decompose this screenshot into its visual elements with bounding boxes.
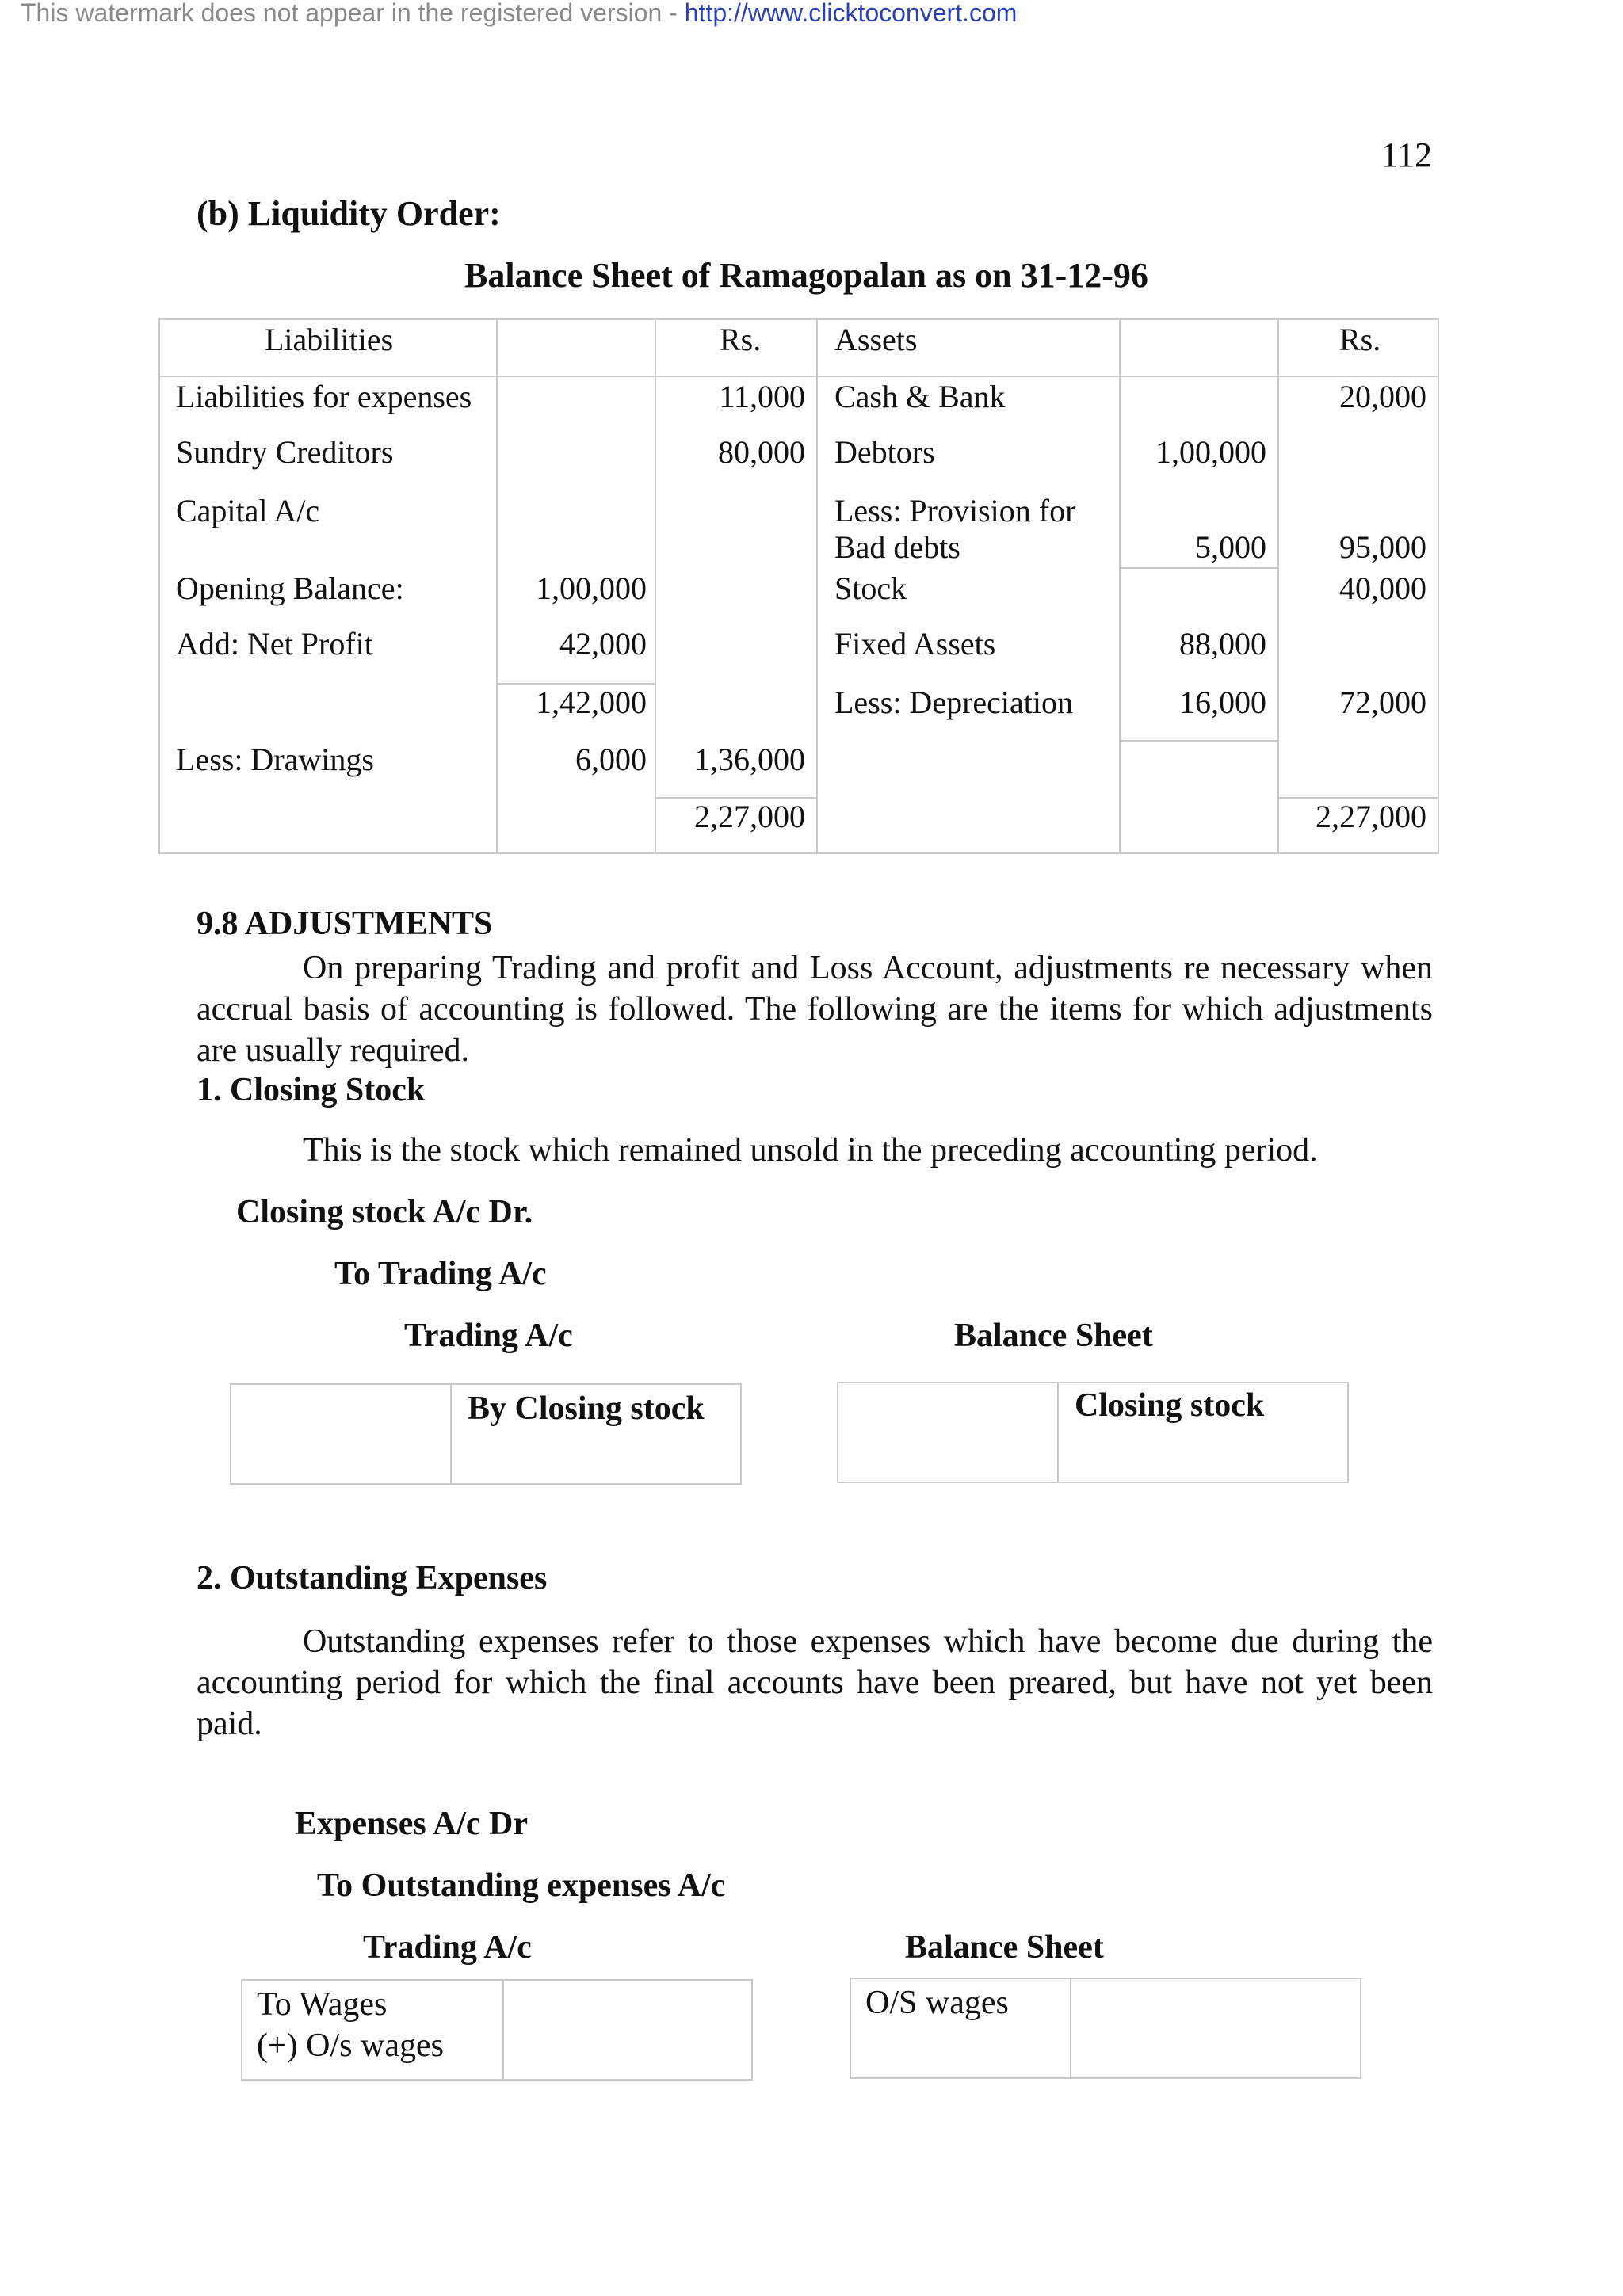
outstanding-text	[197, 1621, 1433, 1745]
closing-stock-balance-box	[837, 1382, 1349, 1483]
liab-opening-label: Opening Balance:	[176, 570, 404, 606]
asset-provision-label-2: Bad debts	[834, 529, 960, 565]
outstanding-trading-box	[241, 1979, 753, 2081]
header-liabilities: Liabilities	[265, 322, 394, 357]
outstanding-balance-cell: O/S wages	[865, 1985, 1009, 2021]
outstanding-entry-dr: Expenses A/c Dr	[295, 1806, 528, 1842]
closing-stock-text: This is the stock which remained unsold in the preceding accounting period.	[303, 1132, 1318, 1169]
liab-capital-label: Capital A/c	[176, 493, 320, 528]
closing-stock-balance-label: Balance Sheet	[954, 1318, 1153, 1354]
outstanding-balance-box	[850, 1978, 1361, 2079]
asset-fixed-value: 88,000	[1179, 626, 1266, 662]
closing-stock-trading-label: Trading A/c	[404, 1318, 573, 1354]
adjustments-intro-text: On preparing Trading and profit and Loss Account, adjustments re necessary when accrual basis of accounting is followed. The following are the items for which adjustments are usually required.	[197, 950, 1433, 1069]
liab-opening-value: 1,00,000	[536, 570, 647, 606]
watermark	[21, 0, 1017, 28]
liab-drawings-label: Less: Drawings	[176, 742, 374, 777]
watermark-text: This watermark does not appear in the registered version -	[21, 0, 685, 27]
liab-grand-total: 2,27,000	[694, 799, 805, 834]
outstanding-trading-cell-1: To Wages	[257, 1986, 388, 2023]
closing-stock-entry-dr: Closing stock A/c Dr.	[236, 1194, 533, 1230]
outstanding-heading: 2. Outstanding Expenses	[197, 1560, 548, 1596]
closing-stock-balance-cell: Closing stock	[1075, 1387, 1265, 1424]
closing-stock-trading-cell: By Closing stock	[468, 1390, 705, 1427]
header-rs-right: Rs.	[1339, 322, 1381, 357]
asset-provision-value: 5,000	[1195, 529, 1266, 565]
liab-profit-value: 42,000	[559, 626, 647, 662]
header-assets: Assets	[834, 322, 918, 357]
asset-grand-total: 2,27,000	[1316, 799, 1426, 834]
outstanding-entry-to: To Outstanding expenses A/c	[317, 1867, 726, 1904]
section-b-title: (b) Liquidity Order:	[197, 194, 501, 233]
asset-fixed-label: Fixed Assets	[834, 626, 996, 662]
liab-expenses-value: 11,000	[719, 379, 805, 414]
outstanding-balance-label: Balance Sheet	[905, 1929, 1104, 1966]
page-number: 112	[1381, 135, 1432, 174]
asset-stock-label: Stock	[834, 570, 907, 606]
asset-depreciation-value: 16,000	[1179, 685, 1266, 720]
liab-subtotal-value: 1,42,000	[536, 685, 647, 720]
asset-debtors-label: Debtors	[834, 434, 935, 470]
watermark-link[interactable]: http://www.clicktoconvert.com	[684, 0, 1018, 27]
header-rs-left: Rs.	[720, 322, 762, 357]
liab-drawings-value: 6,000	[575, 742, 647, 777]
liab-creditors-value: 80,000	[718, 434, 805, 470]
liab-creditors-label: Sundry Creditors	[176, 434, 394, 470]
liab-capital-total: 1,36,000	[694, 742, 805, 777]
asset-net-fixed: 72,000	[1339, 685, 1426, 720]
asset-debtors-value: 1,00,000	[1155, 434, 1266, 470]
liab-profit-label: Add: Net Profit	[176, 626, 373, 662]
adjustments-heading: 9.8 ADJUSTMENTS	[197, 906, 493, 942]
closing-stock-heading: 1. Closing Stock	[197, 1072, 426, 1108]
closing-stock-trading-box	[230, 1383, 742, 1485]
liab-expenses-label: Liabilities for expenses	[176, 379, 472, 414]
adjustments-intro	[197, 948, 1433, 1071]
outstanding-trading-label: Trading A/c	[363, 1929, 532, 1966]
closing-stock-entry-to: To Trading A/c	[334, 1256, 547, 1292]
asset-provision-label-1: Less: Provision for	[834, 493, 1076, 528]
asset-net-debtors: 95,000	[1339, 529, 1426, 565]
balance-sheet-title: Balance Sheet of Ramagopalan as on 31-12-96	[464, 256, 1148, 295]
asset-cash-label: Cash & Bank	[834, 379, 1006, 414]
asset-depreciation-label: Less: Depreciation	[834, 685, 1073, 720]
outstanding-text-body: Outstanding expenses refer to those expenses which have become due during the accounting period for which the final accounts have been preared, but have not yet been paid.	[197, 1623, 1433, 1742]
asset-cash-value: 20,000	[1339, 379, 1426, 414]
outstanding-trading-cell-2: (+) O/s wages	[257, 2027, 444, 2064]
asset-stock-value: 40,000	[1339, 570, 1426, 606]
